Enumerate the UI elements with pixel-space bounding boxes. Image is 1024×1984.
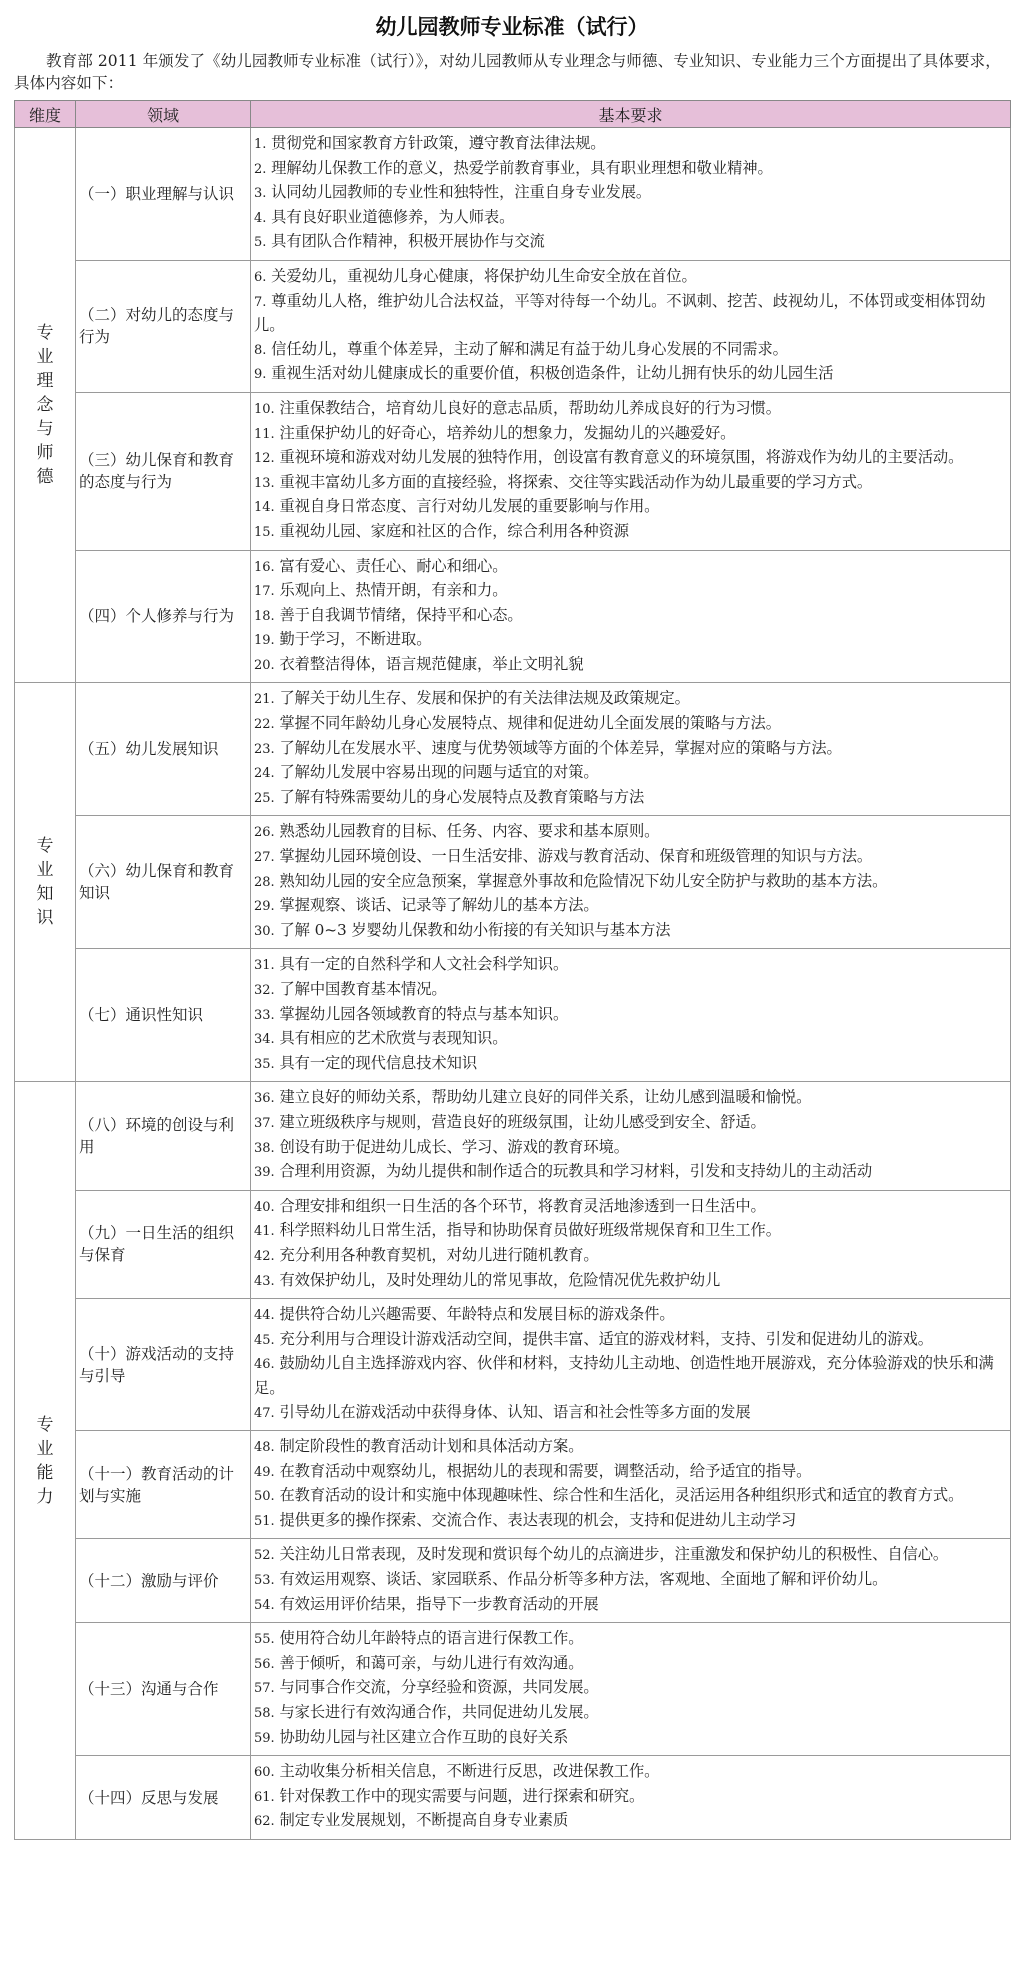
item-number: 29.	[254, 899, 275, 915]
requirement-item	[254, 1760, 1007, 1785]
item-text: 注重保护幼儿的好奇心，培养幼儿的想象力，发掘幼儿的兴趣爱好。	[279, 423, 736, 442]
requirement-cell	[251, 683, 1011, 816]
item-number: 17.	[254, 584, 275, 600]
document-page	[14, 0, 1010, 1840]
item-number: 54.	[254, 1597, 275, 1613]
item-number: 33.	[254, 1007, 275, 1023]
dimension-label: 专业理念与师德	[36, 323, 54, 488]
requirement-cell	[251, 1431, 1011, 1539]
item-number: 26.	[254, 825, 275, 841]
dimension-cell	[15, 1082, 76, 1840]
item-number: 38.	[254, 1140, 275, 1156]
item-text: 合理利用资源，为幼儿提供和制作适合的玩教具和学习材料，引发和支持幼儿的主动活动	[279, 1162, 873, 1181]
requirement-item	[254, 761, 1007, 786]
requirement-item	[254, 230, 1007, 255]
item-number: 61.	[254, 1789, 275, 1805]
requirement-item	[254, 1328, 1007, 1353]
item-number: 21.	[254, 692, 275, 708]
requirement-item	[254, 953, 1007, 978]
item-number: 15.	[254, 524, 275, 540]
intro-paragraph: 教育部 2011 年颁发了《幼儿园教师专业标准（试行）》，对幼儿园教师从专业理念与师德、专业知识、专业能力三个方面提出了具体要求，具体内容如下：	[14, 52, 1001, 92]
table-row	[15, 1082, 1011, 1190]
item-number: 2.	[254, 161, 267, 177]
field-cell: （十一）教育活动的计划与实施	[76, 1431, 251, 1539]
table-row	[15, 816, 1011, 949]
dimension-label: 专业知识	[36, 836, 54, 929]
item-text: 信任幼儿，尊重个体差异，主动了解和满足有益于幼儿身心发展的不同需求。	[271, 339, 788, 358]
item-number: 49.	[254, 1464, 275, 1480]
item-text: 了解有特殊需要幼儿的身心发展特点及教育策略与方法	[279, 787, 645, 806]
item-text: 具有良好职业道德修养，为人师表。	[271, 207, 515, 226]
item-text: 有效保护幼儿，及时处理幼儿的常见事故，危险情况优先救护幼儿	[279, 1270, 721, 1289]
dimension-cell	[15, 128, 76, 683]
item-number: 42.	[254, 1248, 275, 1264]
item-text: 重视环境和游戏对幼儿发展的独特作用，创设富有教育意义的环境氛围，将游戏作为幼儿的主要活动。	[279, 448, 964, 467]
requirement-cell	[251, 1082, 1011, 1190]
requirement-item	[254, 338, 1007, 363]
item-text: 注重保教结合，培育幼儿良好的意志品质，帮助幼儿养成良好的行为习惯。	[279, 398, 781, 417]
item-number: 6.	[254, 269, 267, 285]
field-cell: （一）职业理解与认识	[76, 128, 251, 261]
requirement-cell	[251, 392, 1011, 550]
requirement-item	[254, 206, 1007, 231]
item-text: 了解 0~3 岁婴幼儿保教和幼小衔接的有关知识与基本方法	[279, 920, 671, 939]
item-number: 43.	[254, 1273, 275, 1289]
item-text: 衣着整洁得体，语言规范健康，举止文明礼貌	[279, 654, 584, 673]
requirement-item	[254, 1460, 1007, 1485]
requirement-item	[254, 471, 1007, 496]
item-number: 5.	[254, 235, 267, 251]
item-text: 提供符合幼儿兴趣需要、年龄特点和发展目标的游戏条件。	[279, 1305, 675, 1324]
item-number: 7.	[254, 294, 267, 310]
requirement-item	[254, 1401, 1007, 1426]
item-number: 53.	[254, 1573, 275, 1589]
item-text: 掌握观察、谈话、记录等了解幼儿的基本方法。	[279, 896, 599, 915]
requirement-item	[254, 1219, 1007, 1244]
field-cell: （六）幼儿保育和教育知识	[76, 816, 251, 949]
requirement-item	[254, 1726, 1007, 1751]
item-number: 4.	[254, 210, 267, 226]
requirement-item	[254, 1435, 1007, 1460]
item-number: 8.	[254, 342, 267, 358]
item-number: 13.	[254, 475, 275, 491]
item-text: 针对保教工作中的现实需要与问题，进行探索和研究。	[279, 1786, 645, 1805]
item-text: 有效运用观察、谈话、家园联系、作品分析等多种方法，客观地、全面地了解和评价幼儿。	[279, 1570, 888, 1589]
item-number: 36.	[254, 1091, 275, 1107]
item-text: 掌握幼儿园各领域教育的特点与基本知识。	[279, 1004, 569, 1023]
item-number: 32.	[254, 983, 275, 998]
item-text: 建立班级秩序与规则，营造良好的班级氛围，让幼儿感受到安全、舒适。	[279, 1112, 766, 1131]
field-cell: （八）环境的创设与利用	[76, 1082, 251, 1190]
table-row	[15, 1623, 1011, 1756]
item-text: 提供更多的操作探索、交流合作、表达表现的机会，支持和促进幼儿主动学习	[279, 1510, 797, 1529]
table-row	[15, 1190, 1011, 1298]
requirement-item	[254, 1027, 1007, 1052]
item-number: 3.	[254, 186, 267, 202]
item-text: 勤于学习，不断进取。	[279, 630, 432, 649]
requirement-item	[254, 1269, 1007, 1294]
requirement-item	[254, 1785, 1007, 1810]
item-text: 主动收集分析相关信息，不断进行反思，改进保教工作。	[279, 1762, 660, 1781]
item-text: 重视自身日常态度、言行对幼儿发展的重要影响与作用。	[279, 497, 660, 516]
field-cell: （四）个人修养与行为	[76, 550, 251, 683]
item-text: 鼓励幼儿自主选择游戏内容、伙伴和材料，支持幼儿主动地、创造性地开展游戏，充分体验游戏的快乐和满足。	[254, 1354, 994, 1397]
item-text: 了解幼儿发展中容易出现的问题与适宜的对策。	[279, 763, 599, 782]
requirement-item	[254, 870, 1007, 895]
item-text: 创设有助于促进幼儿成长、学习、游戏的教育环境。	[279, 1137, 629, 1156]
item-text: 充分利用各种教育契机，对幼儿进行随机教育。	[279, 1245, 599, 1264]
field-cell: （七）通识性知识	[76, 949, 251, 1082]
requirement-item	[254, 737, 1007, 762]
table-row	[15, 683, 1011, 816]
table-row	[15, 1756, 1011, 1840]
item-text: 建立良好的师幼关系，帮助幼儿建立良好的同伴关系，让幼儿感到温暖和愉悦。	[279, 1088, 812, 1107]
table-row	[15, 128, 1011, 261]
field-cell: （二）对幼儿的态度与行为	[76, 260, 251, 392]
item-number: 11.	[254, 426, 275, 442]
requirement-cell	[251, 1623, 1011, 1756]
item-text: 在教育活动的设计和实施中体现趣味性、综合性和生活化，灵活运用各种组织形式和适宜的教育方式。	[279, 1486, 964, 1505]
requirement-item	[254, 1484, 1007, 1509]
requirement-item	[254, 1303, 1007, 1328]
requirement-item	[254, 181, 1007, 206]
item-text: 引导幼儿在游戏活动中获得身体、认知、语言和社会性等多方面的发展	[279, 1402, 751, 1421]
table-header-row	[15, 101, 1011, 128]
item-number: 51.	[254, 1513, 275, 1529]
item-text: 关爱幼儿，重视幼儿身心健康，将保护幼儿生命安全放在首位。	[271, 266, 697, 285]
item-number: 57.	[254, 1681, 275, 1697]
item-text: 关注幼儿日常表现，及时发现和赏识每个幼儿的点滴进步，注重激发和保护幼儿的积极性、自信心。	[279, 1545, 949, 1564]
requirement-item	[254, 1244, 1007, 1269]
requirement-cell	[251, 1190, 1011, 1298]
requirement-cell	[251, 128, 1011, 261]
requirement-item	[254, 555, 1007, 580]
requirement-item	[254, 712, 1007, 737]
requirement-item	[254, 628, 1007, 653]
item-number: 16.	[254, 559, 275, 575]
item-text: 掌握幼儿园环境创设、一日生活安排、游戏与教育活动、保育和班级管理的知识与方法。	[279, 847, 873, 866]
item-number: 14.	[254, 500, 275, 516]
item-text: 制定阶段性的教育活动计划和具体活动方案。	[279, 1437, 584, 1456]
requirement-item	[254, 894, 1007, 919]
requirement-item	[254, 1195, 1007, 1220]
requirement-item	[254, 1160, 1007, 1185]
requirement-item	[254, 1086, 1007, 1111]
item-number: 41.	[254, 1224, 275, 1240]
requirement-item	[254, 1509, 1007, 1534]
item-text: 合理安排和组织一日生活的各个环节，将教育灵活地渗透到一日生活中。	[279, 1196, 766, 1215]
table-row	[15, 949, 1011, 1082]
requirement-item	[254, 687, 1007, 712]
table-row	[15, 550, 1011, 683]
item-number: 34.	[254, 1032, 275, 1048]
requirement-item	[254, 786, 1007, 811]
item-number: 23.	[254, 741, 275, 757]
requirement-item	[254, 132, 1007, 157]
item-number: 52.	[254, 1548, 275, 1564]
item-text: 具有相应的艺术欣赏与表现知识。	[279, 1029, 508, 1048]
item-text: 善于倾听，和蔼可亲，与幼儿进行有效沟通。	[279, 1653, 584, 1672]
item-text: 认同幼儿园教师的专业性和独特性，注重自身专业发展。	[271, 183, 652, 202]
item-number: 47.	[254, 1405, 275, 1421]
item-text: 善于自我调节情绪，保持平和心态。	[279, 605, 523, 624]
dimension-cell	[15, 683, 76, 1082]
requirement-item	[254, 919, 1007, 944]
requirement-item	[254, 820, 1007, 845]
item-number: 1.	[254, 137, 267, 152]
item-number: 48.	[254, 1440, 275, 1456]
requirement-item	[254, 157, 1007, 182]
requirement-item	[254, 1593, 1007, 1618]
requirement-item	[254, 1568, 1007, 1593]
item-text: 富有爱心、责任心、耐心和细心。	[279, 556, 508, 575]
item-number: 27.	[254, 850, 275, 866]
item-number: 31.	[254, 958, 275, 974]
item-number: 19.	[254, 633, 275, 649]
item-text: 重视幼儿园、家庭和社区的合作，综合利用各种资源	[279, 521, 629, 540]
document-title: 幼儿园教师专业标准（试行）	[375, 15, 649, 39]
requirement-item	[254, 978, 1007, 1003]
item-text: 科学照料幼儿日常生活，指导和协助保育员做好班级常规保育和卫生工作。	[279, 1221, 781, 1240]
item-text: 制定专业发展规划，不断提高自身专业素质	[279, 1811, 569, 1830]
item-number: 9.	[254, 367, 267, 383]
item-text: 熟悉幼儿园教育的目标、任务、内容、要求和基本原则。	[279, 822, 660, 841]
requirement-cell	[251, 949, 1011, 1082]
requirement-item	[254, 1111, 1007, 1136]
requirement-item	[254, 653, 1007, 678]
item-number: 18.	[254, 608, 275, 624]
field-cell: （十二）激励与评价	[76, 1539, 251, 1623]
item-text: 熟知幼儿园的安全应急预案，掌握意外事故和危险情况下幼儿安全防护与救助的基本方法。	[279, 871, 888, 890]
field-cell: （十）游戏活动的支持与引导	[76, 1299, 251, 1431]
field-cell: （十四）反思与发展	[76, 1756, 251, 1840]
item-text: 具有团队合作精神，积极开展协作与交流	[271, 232, 545, 251]
item-text: 重视生活对幼儿健康成长的重要价值，积极创造条件，让幼儿拥有快乐的幼儿园生活	[271, 364, 834, 383]
item-number: 22.	[254, 717, 275, 733]
requirement-item	[254, 265, 1007, 290]
standards-table	[14, 100, 1011, 1840]
field-cell: （三）幼儿保育和教育的态度与行为	[76, 392, 251, 550]
item-number: 59.	[254, 1730, 275, 1746]
item-number: 58.	[254, 1706, 275, 1722]
item-text: 有效运用评价结果，指导下一步教育活动的开展	[279, 1594, 599, 1613]
requirement-item	[254, 362, 1007, 387]
header-dimension: 维度	[15, 101, 76, 128]
item-number: 35.	[254, 1056, 275, 1072]
item-number: 28.	[254, 874, 275, 890]
item-text: 使用符合幼儿年龄特点的语言进行保教工作。	[279, 1629, 584, 1648]
dimension-label: 专业能力	[36, 1414, 54, 1507]
requirement-item	[254, 446, 1007, 471]
requirement-cell	[251, 1539, 1011, 1623]
requirement-item	[254, 495, 1007, 520]
item-number: 25.	[254, 790, 275, 806]
header-field: 领域	[76, 101, 251, 128]
table-row	[15, 1431, 1011, 1539]
header-requirement: 基本要求	[251, 101, 1011, 128]
item-number: 55.	[254, 1632, 275, 1648]
table-row	[15, 1539, 1011, 1623]
field-cell: （十三）沟通与合作	[76, 1623, 251, 1756]
item-number: 46.	[254, 1357, 275, 1373]
item-text: 了解中国教育基本情况。	[279, 980, 447, 998]
item-number: 30.	[254, 923, 275, 939]
item-text: 了解关于幼儿生存、发展和保护的有关法律法规及政策规定。	[279, 689, 690, 708]
requirement-item	[254, 520, 1007, 545]
item-text: 与家长进行有效沟通合作，共同促进幼儿发展。	[279, 1703, 599, 1722]
item-number: 62.	[254, 1814, 275, 1830]
item-text: 与同事合作交流，分享经验和资源，共同发展。	[279, 1678, 599, 1697]
requirement-cell	[251, 1756, 1011, 1840]
item-text: 乐观向上、热情开朗，有亲和力。	[279, 581, 508, 600]
item-number: 24.	[254, 766, 275, 782]
requirement-item	[254, 1352, 1007, 1400]
requirement-item	[254, 845, 1007, 870]
requirement-item	[254, 422, 1007, 447]
requirement-item	[254, 1701, 1007, 1726]
item-text: 理解幼儿保教工作的意义，热爱学前教育事业，具有职业理想和敬业精神。	[271, 158, 773, 177]
item-number: 20.	[254, 657, 275, 673]
field-cell: （九）一日生活的组织与保育	[76, 1190, 251, 1298]
field-cell: （五）幼儿发展知识	[76, 683, 251, 816]
item-number: 44.	[254, 1308, 275, 1324]
requirement-cell	[251, 816, 1011, 949]
requirement-item	[254, 290, 1007, 338]
item-text: 尊重幼儿人格，维护幼儿合法权益，平等对待每一个幼儿。不讽刺、挖苦、歧视幼儿，不体罚或变相体罚幼儿。	[254, 291, 986, 335]
item-number: 56.	[254, 1656, 275, 1672]
requirement-item	[254, 604, 1007, 629]
item-text: 具有一定的自然科学和人文社会科学知识。	[279, 955, 569, 974]
item-text: 掌握不同年龄幼儿身心发展特点、规律和促进幼儿全面发展的策略与方法。	[279, 714, 781, 733]
item-number: 50.	[254, 1489, 275, 1505]
item-number: 45.	[254, 1332, 275, 1348]
item-text: 具有一定的现代信息技术知识	[279, 1053, 478, 1072]
item-number: 10.	[254, 401, 275, 417]
item-number: 60.	[254, 1765, 275, 1781]
requirement-item	[254, 579, 1007, 604]
item-text: 在教育活动中观察幼儿，根据幼儿的表现和需要，调整活动，给予适宜的指导。	[279, 1461, 812, 1480]
requirement-item	[254, 1809, 1007, 1834]
item-number: 39.	[254, 1165, 275, 1181]
requirement-cell	[251, 1299, 1011, 1431]
item-text: 了解幼儿在发展水平、速度与优势领域等方面的个体差异，掌握对应的策略与方法。	[279, 738, 842, 757]
item-text: 充分利用与合理设计游戏活动空间，提供丰富、适宜的游戏材料，支持、引发和促进幼儿的游戏。	[279, 1329, 933, 1348]
item-number: 37.	[254, 1115, 275, 1131]
requirement-cell	[251, 260, 1011, 392]
table-body	[15, 128, 1011, 1840]
requirement-item	[254, 1652, 1007, 1677]
requirement-cell	[251, 550, 1011, 683]
requirement-item	[254, 1627, 1007, 1652]
table-row	[15, 260, 1011, 392]
requirement-item	[254, 1003, 1007, 1028]
requirement-item	[254, 1136, 1007, 1161]
item-number: 12.	[254, 451, 275, 467]
requirement-item	[254, 1543, 1007, 1568]
table-row	[15, 1299, 1011, 1431]
requirement-item	[254, 1676, 1007, 1701]
item-number: 40.	[254, 1199, 275, 1215]
table-row	[15, 392, 1011, 550]
item-text: 重视丰富幼儿多方面的直接经验，将探索、交往等实践活动作为幼儿最重要的学习方式。	[279, 472, 873, 491]
requirement-item	[254, 397, 1007, 422]
item-text: 贯彻党和国家教育方针政策，遵守教育法律法规。	[271, 134, 606, 152]
item-text: 协助幼儿园与社区建立合作互助的良好关系	[279, 1727, 569, 1746]
requirement-item	[254, 1052, 1007, 1077]
